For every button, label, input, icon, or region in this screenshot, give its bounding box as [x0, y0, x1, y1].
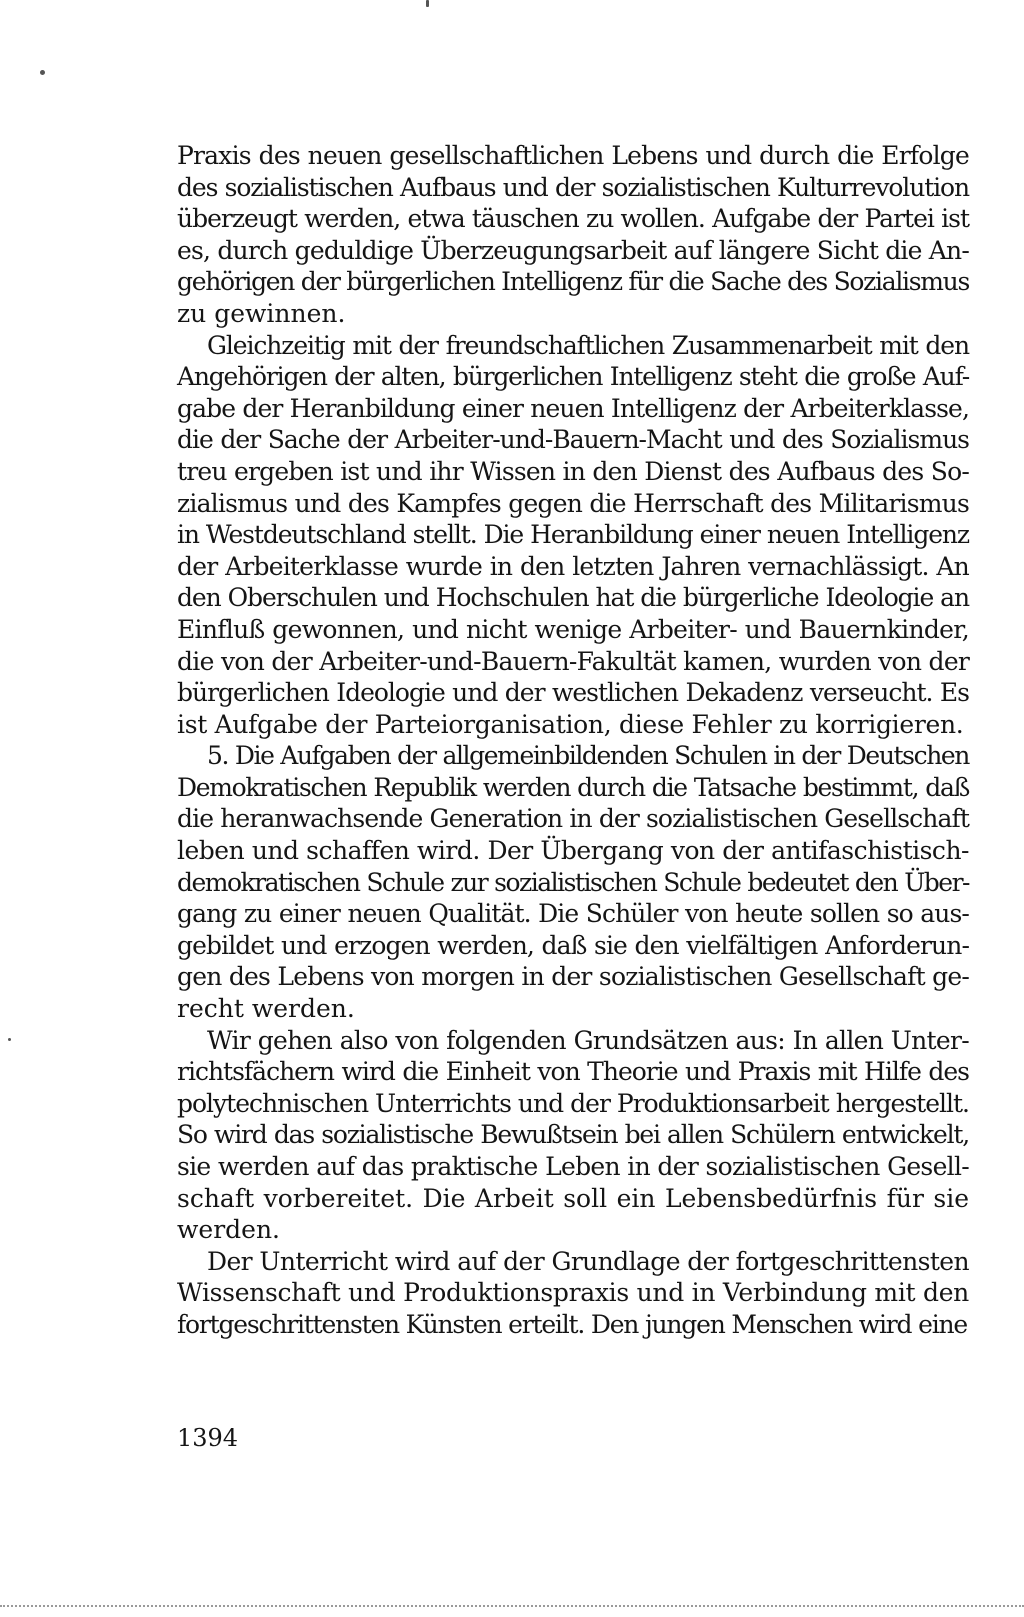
text-line: die der Sache der Arbeiter-und-Bauern-Macht und des Sozialismus	[177, 425, 969, 455]
text-line: gehörigen der bürgerlichen Intelligenz für die Sache des Sozialismus	[177, 267, 969, 297]
paragraph	[177, 1025, 969, 1246]
text-line: gen des Lebens von morgen in der sozialistischen Gesellschaft ge-	[177, 962, 969, 992]
text-line: gebildet und erzogen werden, daß sie den vielfältigen Anforderun-	[177, 930, 969, 960]
text-line: ist Aufgabe der Parteiorganisation, diese Fehler zu korrigieren.	[177, 709, 964, 739]
text-line: Einfluß gewonnen, und nicht wenige Arbeiter- und Bauernkinder,	[177, 614, 969, 644]
paragraph	[177, 330, 969, 741]
text-line: So wird das sozialistische Bewußtsein bei allen Schülern entwickelt,	[177, 1120, 969, 1150]
text-line: werden.	[177, 1215, 280, 1245]
text-line: fortgeschrittensten Künsten erteilt. Den jungen Menschen wird eine	[177, 1309, 967, 1339]
text-line: Demokratischen Republik werden durch die Tatsache bestimmt, daß	[177, 772, 969, 802]
page-bottom-edge	[0, 1605, 1024, 1607]
text-line: der Arbeiterklasse wurde in den letzten Jahren vernachlässigt. An	[177, 551, 969, 581]
text-line: es, durch geduldige Überzeugungsarbeit auf längere Sicht die An-	[177, 235, 969, 265]
scan-speck	[40, 70, 45, 75]
page-number: 1394	[177, 1424, 239, 1452]
text-line: in Westdeutschland stellt. Die Heranbildung einer neuen Intelligenz	[177, 520, 969, 550]
text-line: Der Unterricht wird auf der Grundlage der fortgeschrittensten	[207, 1246, 969, 1276]
paragraph	[177, 140, 969, 330]
paragraph	[177, 1246, 969, 1341]
text-line: Gleichzeitig mit der freundschaftlichen Zusammenarbeit mit den	[207, 330, 969, 360]
text-line: Wir gehen also von folgenden Grundsätzen aus: In allen Unter-	[207, 1025, 969, 1055]
text-line: schaft vorbereitet. Die Arbeit soll ein Lebensbedürfnis für sie	[177, 1183, 969, 1213]
text-line: recht werden.	[177, 994, 355, 1024]
text-line: sie werden auf das praktische Leben in der sozialistischen Gesell-	[177, 1152, 969, 1181]
paragraph	[177, 740, 969, 1024]
text-line: Wissenschaft und Produktionspraxis und in Verbindung mit den	[177, 1278, 969, 1308]
text-line: gang zu einer neuen Qualität. Die Schüler von heute sollen so aus-	[177, 899, 969, 929]
text-line: leben und schaffen wird. Der Übergang von der antifaschistisch-	[177, 836, 969, 866]
text-line: Praxis des neuen gesellschaftlichen Lebens und durch die Erfolge	[177, 141, 969, 170]
text-line: überzeugt werden, etwa täuschen zu wollen. Aufgabe der Partei ist	[177, 204, 969, 234]
text-line: die heranwachsende Generation in der sozialistischen Gesellschaft	[177, 804, 969, 834]
text-line: Angehörigen der alten, bürgerlichen Intelligenz steht die große Auf-	[177, 362, 969, 392]
text-line: des sozialistischen Aufbaus und der sozialistischen Kulturrevolution	[177, 172, 969, 202]
scan-speck	[426, 0, 429, 7]
text-line: bürgerlichen Ideologie und der westlichen Dekadenz verseucht. Es	[177, 678, 969, 708]
text-line: zialismus und des Kampfes gegen die Herrschaft des Militarismus	[177, 488, 969, 518]
body-text	[177, 140, 969, 1341]
text-line: polytechnischen Unterrichts und der Produktionsarbeit hergestellt.	[177, 1088, 969, 1118]
scan-speck	[8, 1038, 11, 1041]
text-line: zu gewinnen.	[177, 298, 346, 328]
text-line: treu ergeben ist und ihr Wissen in den Dienst des Aufbaus des So-	[177, 456, 969, 486]
text-line: demokratischen Schule zur sozialistischen Schule bedeutet den Über-	[177, 867, 969, 897]
text-line: den Oberschulen und Hochschulen hat die bürgerliche Ideologie an	[177, 583, 969, 613]
text-line: die von der Arbeiter-und-Bauern-Fakultät kamen, wurden von der	[177, 646, 970, 676]
text-line: 5. Die Aufgaben der allgemeinbildenden Schulen in der Deutschen	[207, 741, 969, 771]
text-line: richtsfächern wird die Einheit von Theorie und Praxis mit Hilfe des	[177, 1057, 969, 1087]
text-line: gabe der Heranbildung einer neuen Intelligenz der Arbeiterklasse,	[177, 393, 969, 423]
